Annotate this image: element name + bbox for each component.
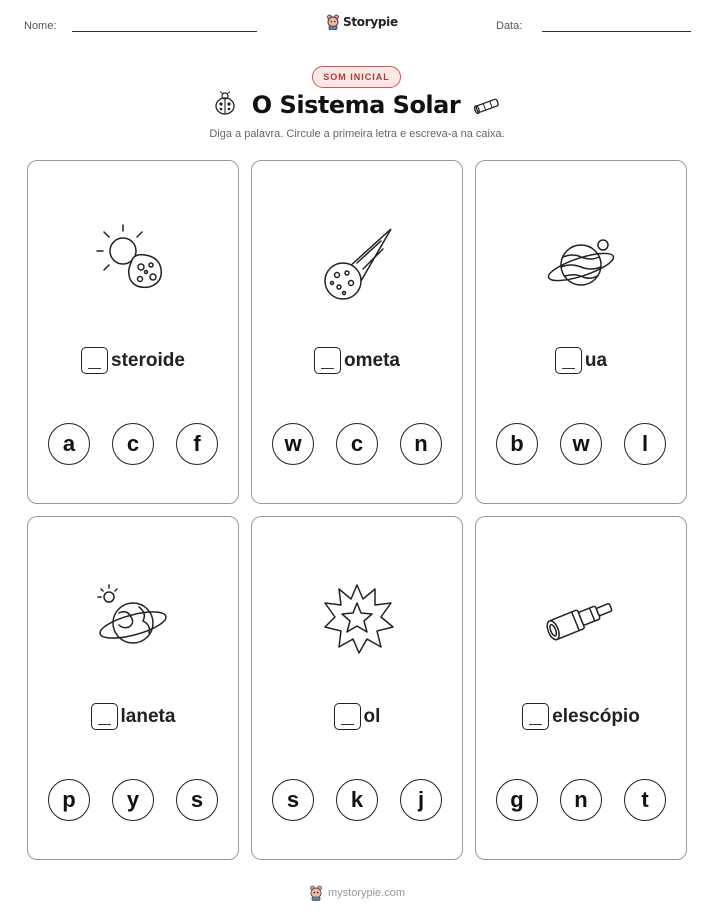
word-card	[475, 160, 687, 504]
letter-choices	[252, 779, 462, 821]
brand-logo	[326, 14, 398, 30]
word-card	[475, 516, 687, 860]
sun-asteroid-icon	[93, 223, 173, 303]
letter-choice[interactable]: a	[48, 423, 90, 465]
moon-planet-icon	[541, 223, 621, 303]
planet-icon	[93, 579, 173, 659]
name-field[interactable]	[24, 20, 257, 32]
letter-choice[interactable]: y	[112, 779, 154, 821]
small-telescope-icon	[472, 94, 504, 116]
card-picture	[28, 577, 238, 661]
letter-choice[interactable]: n	[400, 423, 442, 465]
letter-choice[interactable]: t	[624, 779, 666, 821]
letter-choice[interactable]: w	[272, 423, 314, 465]
telescope-icon	[541, 579, 621, 659]
storypie-mascot-icon	[326, 14, 340, 30]
name-label: Nome:	[24, 20, 57, 32]
answer-box[interactable]	[81, 347, 108, 374]
section-badge: SOM INICIAL	[312, 66, 401, 88]
letter-choice[interactable]: c	[112, 423, 154, 465]
word-rest: ol	[363, 705, 381, 727]
letter-choice[interactable]: g	[496, 779, 538, 821]
date-line[interactable]	[542, 20, 691, 32]
ladybug-rocket-icon	[210, 91, 240, 119]
letter-choice[interactable]: j	[400, 779, 442, 821]
footer-site[interactable]: mystorypie.com	[327, 887, 406, 899]
word-line	[28, 347, 238, 374]
answer-box[interactable]	[91, 703, 118, 730]
word-line	[252, 703, 462, 730]
title-row	[0, 91, 714, 119]
letter-choice[interactable]: w	[560, 423, 602, 465]
comet-icon	[317, 223, 397, 303]
answer-box[interactable]	[522, 703, 549, 730]
word-rest: ometa	[344, 349, 400, 371]
page-title: O Sistema Solar	[251, 91, 461, 119]
word-rest: elescópio	[552, 705, 640, 727]
word-line	[28, 703, 238, 730]
letter-choice[interactable]: l	[624, 423, 666, 465]
word-rest: steroide	[111, 349, 185, 371]
card-picture	[476, 577, 686, 661]
word-line	[476, 703, 686, 730]
sun-icon	[317, 579, 397, 659]
card-picture	[252, 221, 462, 305]
letter-choices	[28, 779, 238, 821]
letter-choice[interactable]: s	[176, 779, 218, 821]
answer-box[interactable]	[555, 347, 582, 374]
footer	[0, 885, 714, 901]
answer-box[interactable]	[314, 347, 341, 374]
date-field[interactable]	[496, 20, 691, 32]
letter-choices	[476, 779, 686, 821]
card-picture	[476, 221, 686, 305]
answer-box[interactable]	[334, 703, 361, 730]
word-line	[476, 347, 686, 374]
word-card	[27, 516, 239, 860]
brand-name: Storypie	[343, 15, 398, 29]
card-picture	[252, 577, 462, 661]
date-label: Data:	[496, 20, 523, 32]
word-card	[251, 516, 463, 860]
word-card	[251, 160, 463, 504]
letter-choice[interactable]: p	[48, 779, 90, 821]
card-picture	[28, 221, 238, 305]
word-card	[27, 160, 239, 504]
letter-choices	[28, 423, 238, 465]
letter-choice[interactable]: c	[336, 423, 378, 465]
letter-choice[interactable]: b	[496, 423, 538, 465]
letter-choices	[476, 423, 686, 465]
letter-choice[interactable]: s	[272, 779, 314, 821]
word-line	[252, 347, 462, 374]
letter-choices	[252, 423, 462, 465]
letter-choice[interactable]: k	[336, 779, 378, 821]
word-rest: ua	[584, 349, 608, 371]
name-line[interactable]	[72, 20, 257, 32]
storypie-mascot-icon	[309, 885, 323, 901]
letter-choice[interactable]: n	[560, 779, 602, 821]
letter-choice[interactable]: f	[176, 423, 218, 465]
word-rest: laneta	[120, 705, 176, 727]
instructions: Diga a palavra. Circule a primeira letra e escreva-a na caixa.	[209, 128, 505, 140]
